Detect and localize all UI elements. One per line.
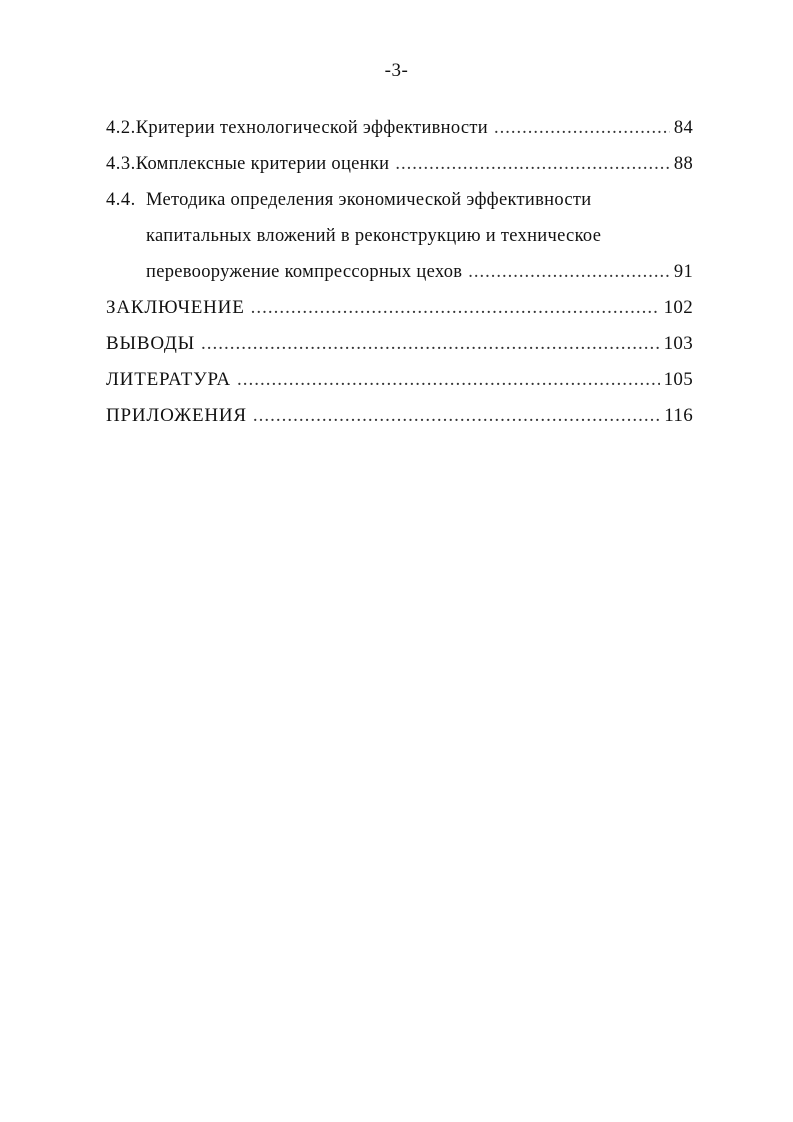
toc-entry-page: 84 <box>673 118 693 138</box>
toc-entry-page: 102 <box>663 297 693 318</box>
toc-entry-literature <box>106 366 693 402</box>
toc-entry-page: 88 <box>673 154 693 174</box>
toc-entry-4-4 <box>106 186 693 222</box>
dot-leader <box>494 114 670 142</box>
dot-leader <box>251 294 660 322</box>
dot-leader <box>395 150 670 178</box>
toc-entry-number: 4.2. <box>106 118 136 138</box>
toc-entry-title: ЗАКЛЮЧЕНИЕ <box>106 297 245 318</box>
toc-entry-title: ЛИТЕРАТУРА <box>106 369 231 390</box>
toc-entry-4-3 <box>106 150 693 186</box>
toc-entry-conclusion <box>106 294 693 330</box>
toc-entry-appendices <box>106 402 693 438</box>
toc-entry-title: Комплексные критерии оценки <box>135 154 390 174</box>
toc-entry-page: 91 <box>673 262 693 282</box>
toc-entry-page: 116 <box>664 405 693 426</box>
toc-entry-number: 4.3. <box>106 154 136 174</box>
toc-entry-number: 4.4. <box>106 190 136 210</box>
dot-leader <box>253 402 660 430</box>
toc-entry-page: 103 <box>663 333 693 354</box>
toc-entry-page: 105 <box>663 369 693 390</box>
dot-leader <box>201 330 660 358</box>
toc-entry-title-line-3: перевооружение компрессорных цехов <box>146 262 463 282</box>
toc-entry-findings <box>106 330 693 366</box>
toc-entry-title-line-2: капитальных вложений в реконструкцию и техническое <box>146 226 602 246</box>
table-of-contents <box>106 114 693 438</box>
toc-entry-title: ПРИЛОЖЕНИЯ <box>106 405 247 426</box>
toc-entry-4-4-last-line <box>106 258 693 294</box>
toc-entry-4-2 <box>106 114 693 150</box>
dot-leader <box>468 258 670 286</box>
toc-entry-title: ВЫВОДЫ <box>106 333 196 354</box>
toc-entry-title: Критерии технологической эффективности <box>135 118 488 138</box>
dot-leader <box>237 366 660 394</box>
page-number: -3- <box>384 60 409 81</box>
toc-entry-title-line-1: Методика определения экономической эффективности <box>146 190 592 210</box>
